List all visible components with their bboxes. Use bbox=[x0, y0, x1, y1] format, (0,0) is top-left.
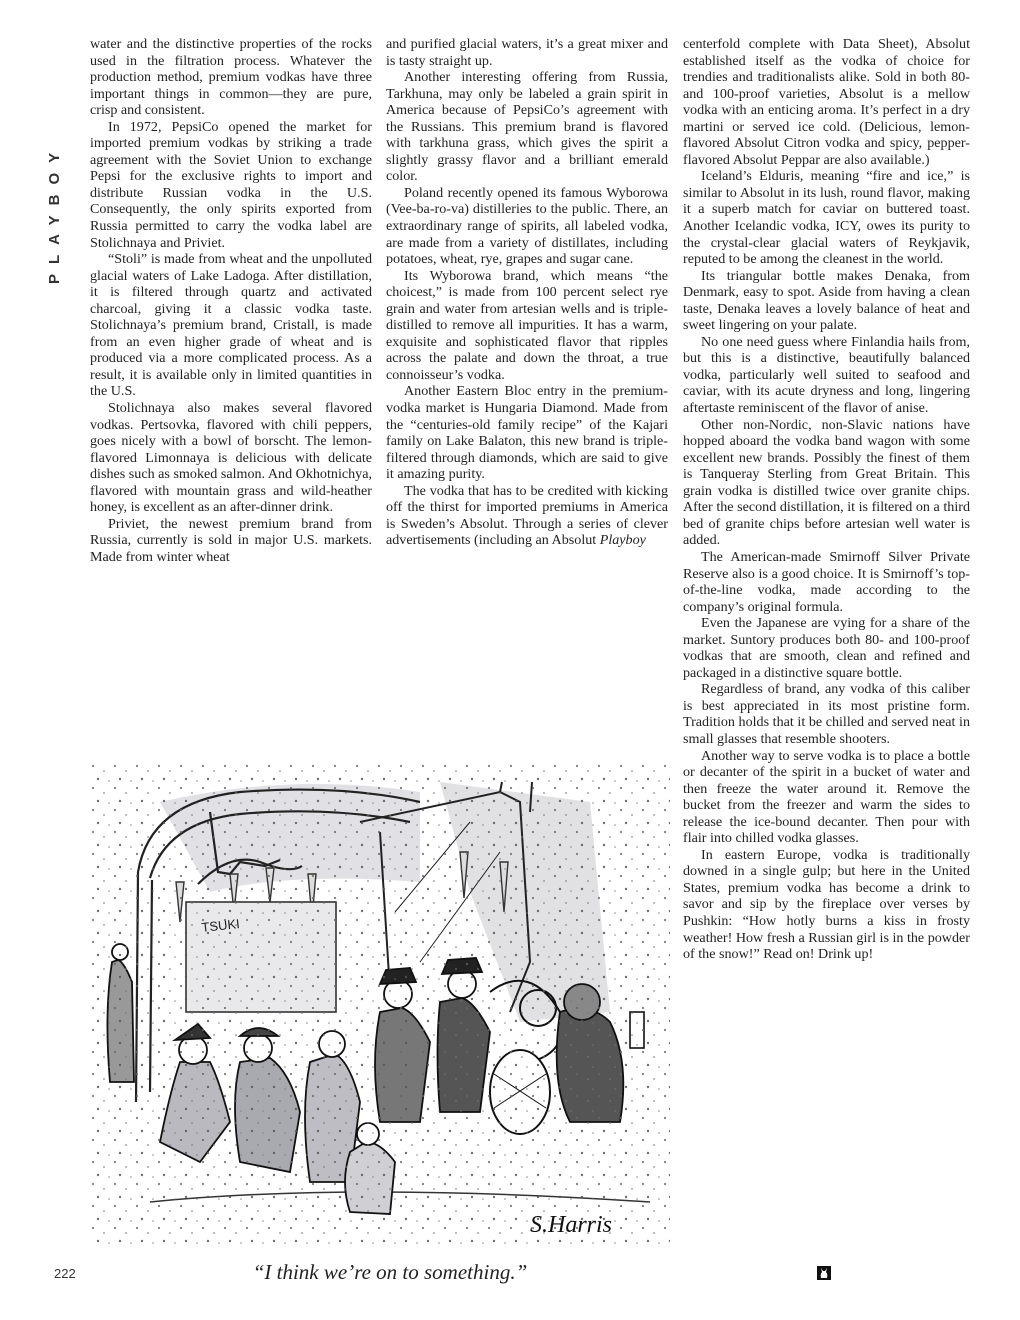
article-column-1 bbox=[90, 36, 372, 748]
cartoon-illustration bbox=[90, 762, 670, 1248]
article-column-3 bbox=[683, 36, 970, 1256]
paragraph: Another interesting offering from Russia, Tarkhuna, may only be labeled a grain spirit in America because of PepsiCo’s agreement with the Russians. This premium brand is flavored with tarkhuna grass, which gives the spirit a slightly grassy flavor and a brilliant emerald color. bbox=[386, 69, 668, 185]
paragraph: Another way to serve vodka is to place a bottle or decanter of the spirit in a bucket of water and then freeze the water around it. Remove the bucket from the freezer and warm the sides to release the ice-bound decanter. Then pour with flair into chilled vodka glasses. bbox=[683, 747, 970, 847]
paragraph: Its Wyborowa brand, which means “the choicest,” is made from 100 percent select rye grain and water from artesian wells and is triple-distilled to remove all impurities. It has a warm, exquisite and sophisticated flavor that ripples across the palate and down the throat, a true connoisseur’s vodka. bbox=[386, 267, 668, 383]
paragraph: Iceland’s Elduris, meaning “fire and ice,” is similar to Absolut in its lush, round flavor, making it a superb match for caviar on buttered toast. Another Icelandic vodka, ICY, owes its purity to the crystal-clear glacial waters of Reykjavik, reputed to be among the cleanest in the world. bbox=[683, 168, 970, 268]
paragraph: Its triangular bottle makes Denaka, from Denmark, easy to spot. Aside from having a clean taste, Denaka leaves a lovely balance of heat and sweet lingering on your palate. bbox=[683, 267, 970, 334]
paragraph: water and the distinctive properties of the rocks used in the filtration process. Whatever the production method, premium vodkas have three important things in common—they are pure, crisp and consistent. bbox=[90, 36, 372, 119]
paragraph-text: The vodka that has to be credited with kicking off the thirst for imported premiums in America is Sweden’s Absolut. Through a series of clever advertisements (including an Absolut bbox=[386, 482, 668, 549]
paragraph: “Stoli” is made from wheat and the unpolluted glacial waters of Lake Ladoga. After distillation, it is filtered through quartz and activated charcoal, giving it a classic vodka taste. Stolichnaya’s premium brand, Cristall, is made from an even higher grade of wheat and is produced via a more complicated process. As a result, it is available only in limited quantities in the U.S. bbox=[90, 251, 372, 400]
paragraph bbox=[386, 483, 668, 549]
paragraph: In 1972, PepsiCo opened the market for imported premium vodkas by striking a trade agreement with the Soviet Union to exchange Pepsi for the exclusive rights to import and distribute Russian vodka in the U.S. Consequently, the only spirits exported from Russia permitted to carry the vodka label are Stolichnaya and Priviet. bbox=[90, 118, 372, 251]
paragraph: centerfold complete with Data Sheet), Absolut established itself as the vodka of choice for trendies and traditionalists alike. Sold in both 80- and 100-proof varieties, Absolut is a mellow vodka with an enticing aroma. It’s perfect in a dry martini or served ice cold. (Delicious, lemon-flavored Absolut Citron vodka and spicy, pepper-flavored Absolut Peppar are also available.) bbox=[683, 36, 970, 168]
paragraph: Priviet, the newest premium brand from Russia, currently is sold in major U.S. markets. Made from winter wheat bbox=[90, 515, 372, 565]
paragraph: Even the Japanese are vying for a share of the market. Suntory produces both 80- and 100-proof vodkas that are smooth, clean and refined and packaged in a distinctive square bottle. bbox=[683, 615, 970, 681]
rabbit-head-icon bbox=[817, 1266, 831, 1280]
running-head: PLAYBOY bbox=[46, 142, 63, 284]
falling-snow bbox=[90, 762, 670, 1248]
paragraph: Poland recently opened its famous Wyborowa (Vee-ba-ro-va) distilleries to the public. There, an extraordinary range of spirits, all labeled vodka, are made from a variety of distillates, including potatoes, wheat, rye, grapes and sugar cane. bbox=[386, 184, 668, 268]
article-column-2 bbox=[386, 36, 668, 748]
paragraph: Stolichnaya also makes several flavored vodkas. Pertsovka, flavored with chili peppers, goes nicely with a bowl of borscht. The lemon-flavored Limonnaya is delicious with delicate dishes such as smoked salmon. And Okhotnichya, flavored with mountain grass and wild-heather honey, is excellent as an after-dinner drink. bbox=[90, 400, 372, 516]
cartoon-signature: S.Harris bbox=[530, 1212, 613, 1238]
paragraph: Another Eastern Bloc entry in the premium-vodka market is Hungaria Diamond. Made from the “centuries-old family recipe” of the Kajari family on Lake Balaton, this new brand is triple-filtered through diamonds, which are said to give it amazing purity. bbox=[386, 383, 668, 483]
paragraph: Regardless of brand, any vodka of this caliber is best appreciated in its most pristine form. Tradition holds that it be chilled and served neat in small glasses that resemble shooters. bbox=[683, 681, 970, 747]
paragraph: Other non-Nordic, non-Slavic nations have hopped aboard the vodka band wagon with some excellent new brands. Possibly the finest of them is Tanqueray Sterling from Great Britain. This grain vodka is distilled twice over granite chips. After the second distillation, it is filtered on a third bed of granite chips before artesian well water is added. bbox=[683, 416, 970, 549]
paragraph: The American-made Smirnoff Silver Private Reserve also is a good choice. It is Smirnoff’s top-of-the-line vodka, made according to the company’s original formula. bbox=[683, 548, 970, 615]
cartoon-caption: “I think we’re on to something.” bbox=[252, 1260, 528, 1284]
page-number: 222 bbox=[54, 1266, 76, 1281]
paragraph: No one need guess where Finlandia hails from, but this is a distinctive, beautifully balanced vodka, particularly well suited to seafood and caviar, with its acute dryness and long, lingering aftertaste reminiscent of the flavor of anise. bbox=[683, 333, 970, 417]
paragraph: In eastern Europe, vodka is traditionally downed in a single gulp; but here in the United States, premium vodka has become a drink to savor and sip by the fireplace over verses by Pushkin: “How hotly burns a kiss in frosty weather! How fresh a Russian girl is in the powder of the snow!” Read on! Drink up! bbox=[683, 846, 970, 963]
magazine-name: Playboy bbox=[599, 532, 646, 549]
paragraph: and purified glacial waters, it’s a great mixer and is tasty straight up. bbox=[386, 36, 668, 69]
